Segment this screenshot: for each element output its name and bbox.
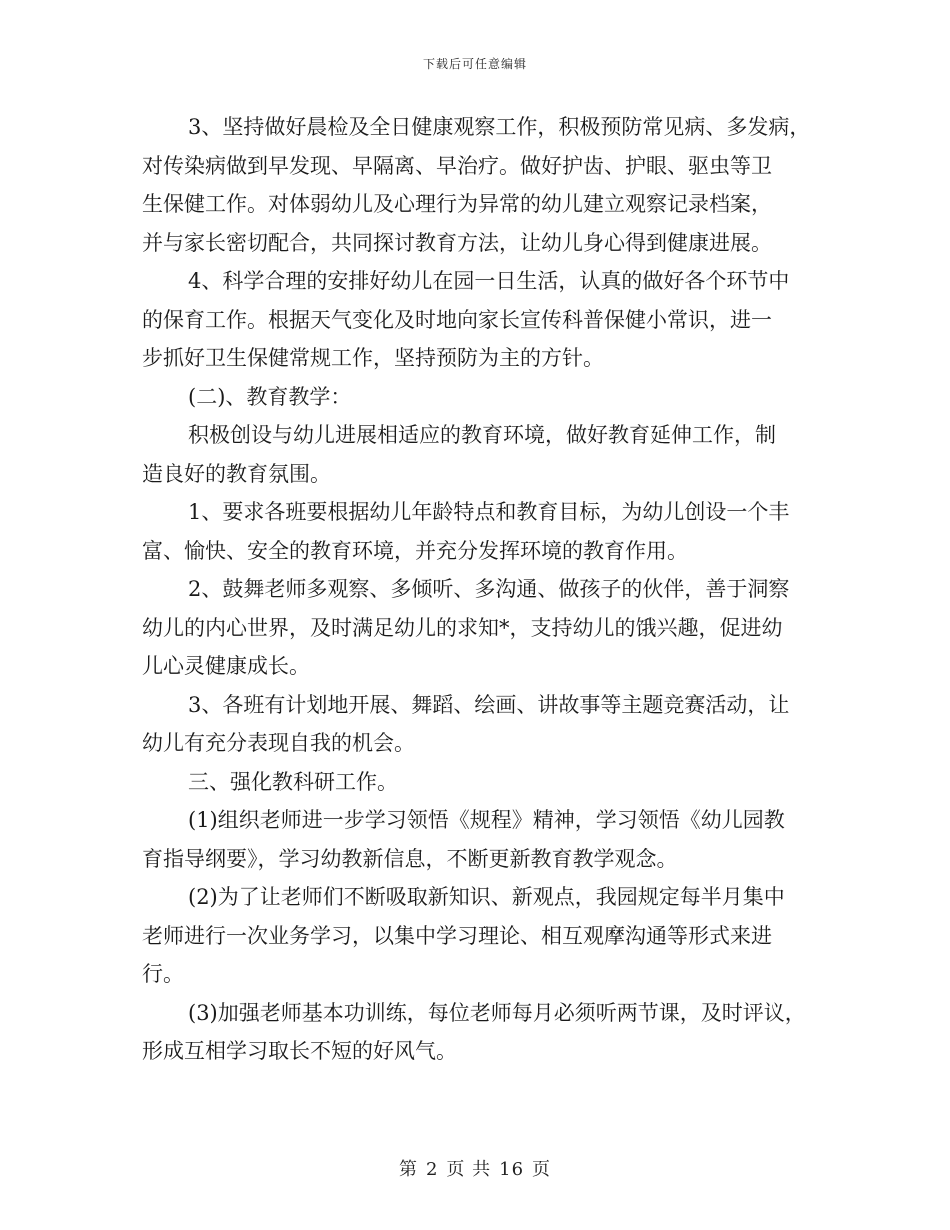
footer-middle: 页 共 bbox=[446, 1159, 492, 1180]
text-line: 3、坚持做好晨检及全日健康观察工作，积极预防常见病、多发病， bbox=[188, 115, 811, 139]
text-line: 儿心灵健康成长。 bbox=[142, 654, 310, 678]
page-header: 下载后可任意编辑 bbox=[422, 57, 527, 71]
text-line: 4、科学合理的安排好幼儿在园一日生活，认真的做好各个环节中 bbox=[188, 269, 790, 293]
page-footer bbox=[0, 1155, 950, 1181]
text-line: 育指导纲要》，学习幼教新信息，不断更新教育教学观念。 bbox=[142, 846, 678, 871]
text-line: 造良好的教育氛围。 bbox=[142, 461, 331, 486]
footer-prefix: 第 bbox=[398, 1159, 418, 1180]
text-line: 老师进行一次业务学习，以集中学习理论、相互观摩沟通等形式来进 bbox=[142, 923, 772, 948]
text-line: 3、各班有计划地开展、舞蹈、绘画、讲故事等主题竞赛活动，让 bbox=[188, 692, 790, 717]
text-line: 2、鼓舞老师多观察、多倾听、多沟通、做孩子的伙伴，善于洞察 bbox=[188, 577, 790, 601]
section-heading: 三、强化教科研工作。 bbox=[188, 769, 398, 794]
text-line: (2)为了让老师们不断吸取新知识、新观点，我园规定每半月集中 bbox=[188, 885, 785, 909]
text-line: (3)加强老师基本功训练，每位老师每月必须听两节课，及时评议， bbox=[188, 1000, 806, 1025]
text-line: 步抓好卫生保健常规工作，坚持预防为主的方针。 bbox=[142, 346, 604, 370]
text-line: 对传染病做到早发现、早隔离、早治疗。做好护齿、护眼、驱虫等卫 bbox=[142, 153, 772, 178]
current-page-number: 2 bbox=[425, 1159, 439, 1180]
text-line: 积极创设与幼儿进展相适应的教育环境，做好教育延伸工作，制 bbox=[188, 423, 776, 447]
text-line: 形成互相学习取长不短的好风气。 bbox=[142, 1039, 457, 1063]
text-line: 幼儿的内心世界，及时满足幼儿的求知*，支持幼儿的饿兴趣，促进幼 bbox=[142, 615, 783, 640]
text-line: 并与家长密切配合，共同探讨教育方法，让幼儿身心得到健康进展。 bbox=[142, 230, 772, 255]
section-heading: (二)、教育教学： bbox=[188, 384, 352, 409]
text-line: 行。 bbox=[142, 962, 184, 986]
total-page-count: 16 bbox=[499, 1159, 525, 1180]
footer-suffix: 页 bbox=[532, 1159, 552, 1180]
text-line: (1)组织老师进一步学习领悟《规程》精神，学习领悟《幼儿园教 bbox=[188, 808, 785, 832]
text-line: 幼儿有充分表现自我的机会。 bbox=[142, 731, 415, 755]
text-line: 的保育工作。根据天气变化及时地向家长宣传科普保健小常识，进一 bbox=[142, 307, 772, 332]
text-line: 生保健工作。对体弱幼儿及心理行为异常的幼儿建立观察记录档案， bbox=[142, 192, 772, 216]
text-line: 富、愉快、安全的教育环境，并充分发挥环境的教育作用。 bbox=[142, 538, 688, 563]
document-body bbox=[142, 108, 822, 1071]
text-line: 1、要求各班要根据幼儿年龄特点和教育目标，为幼儿创设一个丰 bbox=[188, 500, 790, 524]
